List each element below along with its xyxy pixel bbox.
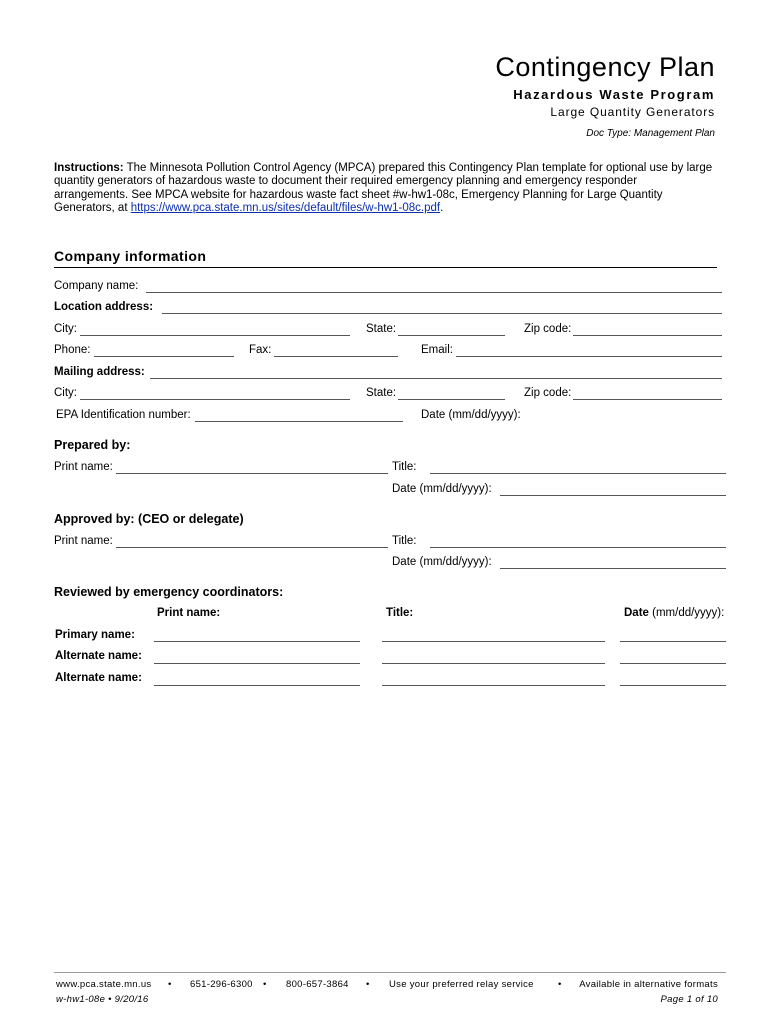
location-address-field[interactable] — [162, 313, 722, 314]
reviewed-print-name-header: Print name: — [157, 607, 221, 619]
phone-label: Phone: — [54, 344, 91, 356]
prepared-print-name-field[interactable] — [116, 473, 388, 474]
mailing-address-field[interactable] — [150, 378, 722, 379]
prepared-title-label: Title: — [392, 461, 417, 473]
footer-website: www.pca.state.mn.us — [56, 979, 152, 990]
fax-field[interactable] — [274, 356, 398, 357]
fax-label: Fax: — [249, 344, 272, 356]
approved-date-label: Date (mm/dd/yyyy): — [392, 556, 492, 568]
company-date-label: Date (mm/dd/yyyy): — [421, 409, 521, 421]
location-city-label: City: — [54, 323, 77, 335]
location-zip-label: Zip code: — [524, 323, 572, 335]
footer-relay: Use your preferred relay service — [389, 979, 534, 990]
email-label: Email: — [421, 344, 453, 356]
company-name-field[interactable] — [146, 292, 722, 293]
location-city-field[interactable] — [80, 335, 350, 336]
mailing-city-field[interactable] — [80, 399, 350, 400]
instructions-end: . — [440, 202, 444, 215]
fact-sheet-link[interactable]: https://www.pca.state.mn.us/sites/default/files/w-hw1-08c.pdf — [130, 202, 441, 215]
approved-date-field[interactable] — [500, 568, 726, 569]
footer-bullet-4: • — [558, 979, 562, 990]
reviewed-title-header: Title: — [386, 607, 414, 619]
footer-bullet-2: • — [263, 979, 267, 990]
company-info-heading: Company information — [54, 248, 207, 264]
alternate1-title-field[interactable] — [382, 663, 605, 664]
footer-bullet-3: • — [366, 979, 370, 990]
approved-title-field[interactable] — [430, 547, 726, 548]
location-address-label: Location address: — [54, 301, 154, 313]
alternate2-print-name-field[interactable] — [154, 685, 360, 686]
footer-phone-1: 651-296-6300 — [190, 979, 253, 990]
doc-type: Doc Type: Management Plan — [586, 128, 715, 139]
reviewed-by-heading: Reviewed by emergency coordinators: — [54, 585, 284, 599]
alternate-name-label-1: Alternate name: — [55, 650, 142, 662]
page-title: Contingency Plan — [495, 52, 715, 82]
approved-print-name-field[interactable] — [116, 547, 388, 548]
mailing-zip-label: Zip code: — [524, 387, 572, 399]
section-divider — [54, 267, 717, 268]
prepared-print-name-label: Print name: — [54, 461, 113, 473]
alternate2-date-field[interactable] — [620, 685, 726, 686]
prepared-date-label: Date (mm/dd/yyyy): — [392, 483, 492, 495]
mailing-address-label: Mailing address: — [54, 366, 145, 378]
reviewed-date-header-rest: (mm/dd/yyyy): — [648, 607, 725, 619]
alternate1-print-name-field[interactable] — [154, 663, 360, 664]
reviewed-date-header-bold: Date — [624, 607, 649, 619]
alternate-name-label-2: Alternate name: — [55, 672, 142, 684]
primary-title-field[interactable] — [382, 641, 605, 642]
epa-id-label: EPA Identification number: — [56, 409, 191, 421]
prepared-by-heading: Prepared by: — [54, 438, 131, 452]
alternate2-title-field[interactable] — [382, 685, 605, 686]
primary-print-name-field[interactable] — [154, 641, 360, 642]
prepared-date-field[interactable] — [500, 495, 726, 496]
phone-field[interactable] — [94, 356, 234, 357]
instructions — [54, 162, 714, 216]
mailing-city-label: City: — [54, 387, 77, 399]
footer-doc-id: w-hw1-08e • 9/20/16 — [56, 994, 149, 1005]
footer-page-number: Page 1 of 10 — [660, 994, 718, 1005]
footer-bullet-1: • — [168, 979, 172, 990]
reviewed-date-header — [624, 607, 724, 619]
approved-print-name-label: Print name: — [54, 535, 113, 547]
footer-formats: Available in alternative formats — [579, 979, 718, 990]
approved-title-label: Title: — [392, 535, 417, 547]
company-name-label: Company name: — [54, 280, 139, 292]
prepared-title-field[interactable] — [430, 473, 726, 474]
location-zip-field[interactable] — [573, 335, 722, 336]
mailing-state-label: State: — [366, 387, 397, 399]
footer-divider — [54, 972, 726, 973]
approved-by-heading: Approved by: (CEO or delegate) — [54, 512, 244, 526]
audience-subtitle: Large Quantity Generators — [550, 105, 715, 119]
epa-id-field[interactable] — [195, 421, 403, 422]
primary-name-label: Primary name: — [55, 629, 135, 641]
mailing-state-field[interactable] — [398, 399, 505, 400]
location-state-field[interactable] — [398, 335, 505, 336]
location-state-label: State: — [366, 323, 397, 335]
alternate1-date-field[interactable] — [620, 663, 726, 664]
program-name: Hazardous Waste Program — [513, 87, 715, 102]
email-field[interactable] — [456, 356, 722, 357]
instructions-text: The Minnesota Pollution Control Agency (MPCA) prepared this Contingency Plan template for optional use by large quantity generators of hazardous waste to document their required emergency planning and emergency responder arrangements. See MPCA website for hazardous waste fact sheet #w-hw1-08c, Emergency Planning for Large Quantity Generators, at — [54, 162, 713, 215]
mailing-zip-field[interactable] — [573, 399, 722, 400]
instructions-label: Instructions: — [54, 162, 124, 174]
footer-phone-2: 800-657-3864 — [286, 979, 349, 990]
primary-date-field[interactable] — [620, 641, 726, 642]
